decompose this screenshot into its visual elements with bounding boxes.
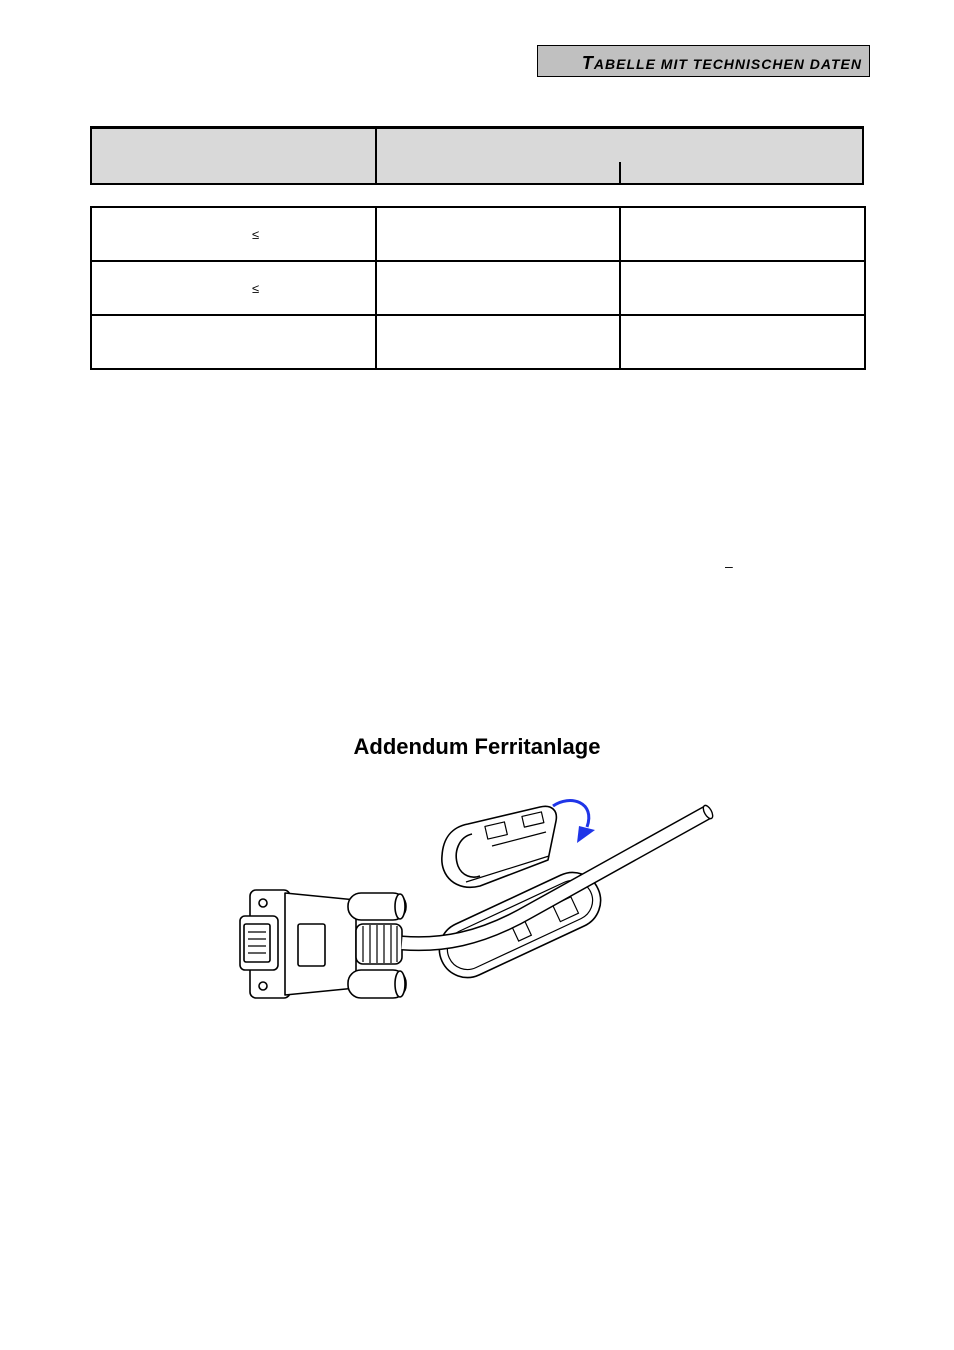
table-cell [620,261,865,315]
note-mark: – [725,558,733,574]
less-equal-symbol: ≤ [252,280,260,296]
table-cell [620,207,865,261]
section-header-badge [537,45,870,77]
db9-connector-icon [240,890,406,998]
spec-table [90,206,866,370]
ferrite-figure [230,790,730,1010]
table-cell [376,261,620,315]
spec-table-header-subdivider [619,162,621,183]
arrow-head [577,826,595,843]
table-row [91,207,865,261]
section-header-text: TABELLE MIT TECHNISCHEN DATEN [581,53,862,73]
addendum-title: Addendum Ferritanlage [353,734,601,759]
table-cell [376,315,620,369]
dsub-pin-block [244,924,270,962]
table-cell [91,207,376,261]
table-cell [91,261,376,315]
spec-table-header-divider [375,129,377,183]
rotate-arrow-icon [553,801,595,843]
flange-hole-bottom [259,982,267,990]
table-cell [376,207,620,261]
flange-hole-top [259,899,267,907]
less-equal-symbol: ≤ [252,226,260,242]
arrow-arc [553,801,589,827]
table-cell [620,315,865,369]
table-row [91,261,865,315]
table-row [91,315,865,369]
connector-window [298,924,325,966]
ferrite-upper-half [442,806,557,887]
table-cell [91,315,376,369]
screw-top-head [395,894,405,919]
spec-table-header [90,126,864,185]
screw-bottom-head [395,971,405,997]
